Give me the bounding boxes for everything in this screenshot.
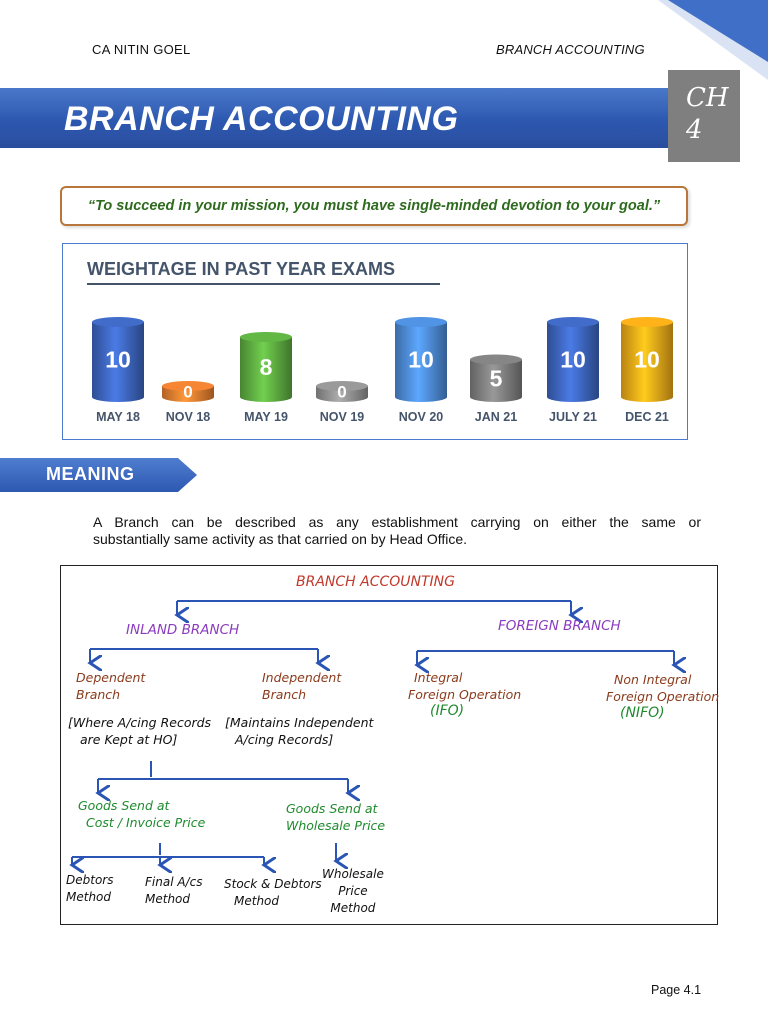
integral-abbr: (IFO) xyxy=(430,703,465,719)
dependent-note xyxy=(68,714,211,748)
category-label-1: NOV 18 xyxy=(165,410,211,424)
nonintegral-foreign-node xyxy=(606,671,719,722)
m3-line-2: Method xyxy=(234,894,280,908)
m1-line-2: Method xyxy=(66,890,112,904)
corner-decoration xyxy=(658,0,768,80)
dependent-note-line-1: [Where A/cing Records xyxy=(68,715,212,730)
final-accounts-method-node xyxy=(145,874,202,908)
nonintegral-line-1: Non Integral xyxy=(614,672,692,687)
data-label-0: 10 xyxy=(105,346,131,373)
category-label-0: MAY 18 xyxy=(96,410,140,424)
category-label-2: MAY 19 xyxy=(244,410,288,424)
data-label-2: 8 xyxy=(259,354,273,380)
meaning-line-2: substantially same activity as that carried on by Head Office. xyxy=(93,531,468,547)
quote-text: “To succeed in your mission, you must have single-minded devotion to your goal.” xyxy=(87,198,661,214)
wholesale-line-2: Wholesale Price xyxy=(286,818,386,833)
independent-line-1: Independent xyxy=(262,670,342,685)
category-label-4: NOV 20 xyxy=(398,410,444,424)
m2-line-1: Final A/cs xyxy=(145,875,203,889)
category-label-7: DEC 21 xyxy=(625,410,669,424)
stock-debtors-method-node xyxy=(224,876,322,910)
integral-foreign-node xyxy=(408,669,521,720)
meaning-paragraph xyxy=(93,514,701,548)
integral-line-1: Integral xyxy=(414,670,463,685)
m2-line-2: Method xyxy=(145,892,191,906)
foreign-branch-node: FOREIGN BRANCH xyxy=(498,618,621,634)
page-title: BRANCH ACCOUNTING xyxy=(64,100,459,138)
page-number: Page 4.1 xyxy=(651,983,702,997)
dependent-line-2: Branch xyxy=(76,687,121,702)
wholesale-line-1: Goods Send at xyxy=(286,801,378,816)
category-label-6: JULY 21 xyxy=(549,410,597,424)
wholesale-method-node xyxy=(322,866,384,917)
dependent-note-line-2: are Kept at HO] xyxy=(80,732,178,747)
independent-branch-node xyxy=(262,669,341,703)
cost-line-2: Cost / Invoice Price xyxy=(86,815,206,830)
weightage-chart xyxy=(62,290,688,438)
debtors-method-node xyxy=(66,872,113,906)
data-label-1: 0 xyxy=(183,382,193,402)
data-label-4: 10 xyxy=(408,346,434,373)
data-label-5: 5 xyxy=(489,365,503,392)
nonintegral-abbr: (NIFO) xyxy=(620,705,665,721)
category-label-3: NOV 19 xyxy=(319,410,365,424)
chapter-number: 4 xyxy=(686,115,703,145)
independent-note-line-2: A/cing Records] xyxy=(235,732,334,747)
nonintegral-line-2: Foreign Operation xyxy=(606,689,720,704)
independent-note xyxy=(225,714,373,748)
cost-price-node xyxy=(78,797,205,831)
independent-line-2: Branch xyxy=(262,687,307,702)
data-label-6: 10 xyxy=(560,346,586,373)
meaning-heading: MEANING xyxy=(46,464,135,484)
integral-line-2: Foreign Operation xyxy=(408,687,522,702)
m4-line-2: Price xyxy=(338,884,368,898)
wholesale-price-node xyxy=(286,800,385,834)
chart-title-underline xyxy=(87,283,440,285)
chart-title: WEIGHTAGE IN PAST YEAR EXAMS xyxy=(87,259,396,279)
chapter-badge xyxy=(668,70,740,162)
dependent-branch-node xyxy=(76,669,145,703)
m1-line-1: Debtors xyxy=(66,873,114,887)
m3-line-1: Stock & Debtors xyxy=(224,877,322,891)
chapter-label: CH xyxy=(686,83,729,113)
meaning-line-1: A Branch can be described as any establishment carrying on either the same or xyxy=(93,514,701,530)
cost-line-1: Goods Send at xyxy=(78,798,170,813)
m4-line-1: Wholesale xyxy=(322,867,384,881)
data-label-7: 10 xyxy=(634,346,660,373)
tree-root: BRANCH ACCOUNTING xyxy=(296,574,456,590)
dependent-line-1: Dependent xyxy=(76,670,146,685)
inland-branch-node: INLAND BRANCH xyxy=(126,622,240,638)
data-label-3: 0 xyxy=(337,382,347,402)
author-name: CA NITIN GOEL xyxy=(92,42,191,57)
category-label-5: JAN 21 xyxy=(474,410,518,424)
running-subject: BRANCH ACCOUNTING xyxy=(496,42,645,57)
m4-line-3: Method xyxy=(330,901,376,915)
independent-note-line-1: [Maintains Independent xyxy=(225,715,374,730)
